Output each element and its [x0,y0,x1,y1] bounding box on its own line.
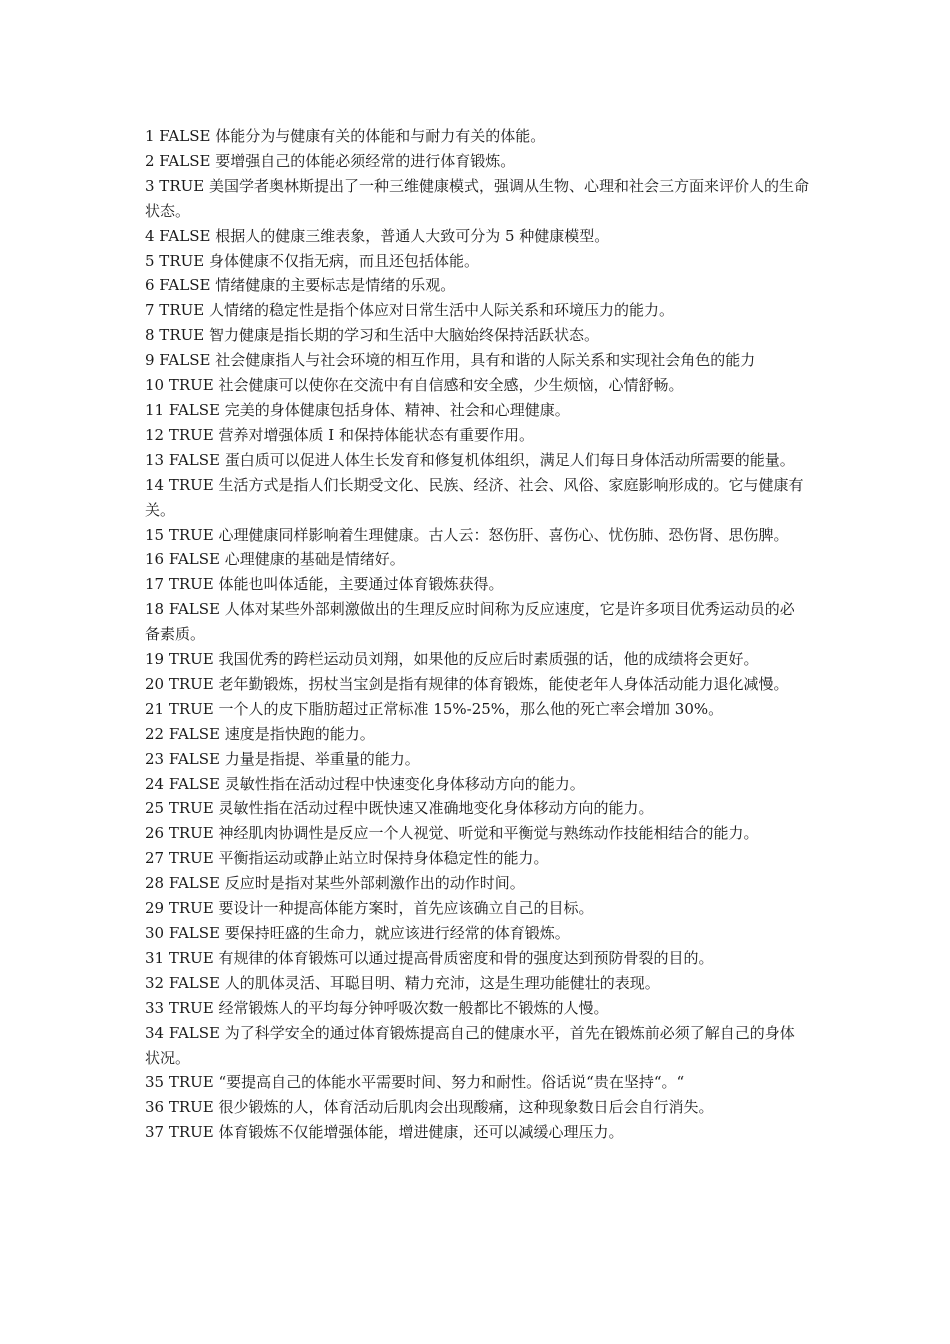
statement-line: 14 TRUE 生活方式是指人们长期受文化、民族、经济、社会、风俗、家庭影响形成的。它与健康有关。 [145,475,804,519]
statement-line: 1 FALSE 体能分为与健康有关的体能和与耐力有关的体能。 [145,127,546,145]
statement-line: 9 FALSE 社会健康指人与社会环境的相互作用，具有和谐的人际关系和实现社会角色的能力 [145,351,756,370]
statement-line: 25 TRUE 灵敏性指在活动过程中既快速又准确地变化身体移动方向的能力。 [145,799,654,818]
statement-line: 4 FALSE 根据人的健康三维表象，普通人大致可分为 5 种健康模型。 [145,226,610,245]
statement-line: 8 TRUE 智力健康是指长期的学习和生活中大脑始终保持活跃状态。 [145,326,599,345]
statement-line: 30 FALSE 要保持旺盛的生命力，就应该进行经常的体育锻炼。 [145,924,570,942]
statement-line: 29 TRUE 要设计一种提高体能方案时，首先应该确立自己的目标。 [145,899,594,918]
statement-line: 33 TRUE 经常锻炼人的平均每分钟呼吸次数一般都比不锻炼的人慢。 [145,998,609,1017]
statement-line: 12 TRUE 营养对增强体质 I 和保持体能状态有重要作用。 [145,425,534,444]
statement-line: 32 FALSE 人的肌体灵活、耳聪目明、精力充沛，这是生理功能健壮的表现。 [145,973,660,992]
statement-line: 22 FALSE 速度是指快跑的能力。 [145,724,375,743]
statement-line: 21 TRUE 一个人的皮下脂肪超过正常标准 15%-25%，那么他的死亡率会增加 30%。 [145,699,724,718]
statement-line: 15 TRUE 心理健康同样影响着生理健康。古人云：怒伤肝、喜伤心、忧伤肺、恐伤肾、思伤脾。 [145,525,789,544]
statement-line: 36 TRUE 很少锻炼的人，体育活动后肌肉会出现酸痛，这种现象数日后会自行消失。 [145,1098,714,1117]
statement-line: 16 FALSE 心理健康的基础是情绪好。 [145,550,405,569]
statement-line: 10 TRUE 社会健康可以使你在交流中有自信感和安全感，少生烦恼，心情舒畅。 [145,376,684,395]
statement-line: 20 TRUE 老年勤锻炼，拐杖当宝剑是指有规律的体育锻炼，能使老年人身体活动能力退化减慢。 [145,674,789,693]
statement-line: 37 TRUE 体育锻炼不仅能增强体能，增进健康，还可以减缓心理压力。 [145,1123,624,1142]
statement-line: 5 TRUE 身体健康不仅指无病，而且还包括体能。 [145,251,479,270]
statement-line: 18 FALSE 人体对某些外部刺激做出的生理反应时间称为反应速度，它是许多项目优秀运动员的必备素质。 [145,600,795,644]
statement-line: 2 FALSE 要增强自己的体能必须经常的进行体育锻炼。 [145,151,516,170]
statement-line: 27 TRUE 平衡指运动或静止站立时保持身体稳定性的能力。 [145,849,549,868]
statement-line: 13 FALSE 蛋白质可以促进人体生长发育和修复机体组织，满足人们每日身体活动所需要的能量。 [145,450,795,469]
statement-line: 11 FALSE 完美的身体健康包括身体、精神、社会和心理健康。 [145,400,570,419]
statement-line: 17 TRUE 体能也叫体适能，主要通过体育锻炼获得。 [145,575,504,594]
question-list [145,124,809,1145]
statement-line: 6 FALSE 情绪健康的主要标志是情绪的乐观。 [145,276,456,295]
statement-line: 19 TRUE 我国优秀的跨栏运动员刘翔，如果他的反应后时素质强的话，他的成绩将会更好。 [145,650,759,669]
statement-line: 7 TRUE 人情绪的稳定性是指个体应对日常生活中人际关系和环境压力的能力。 [145,301,674,320]
statement-line: 26 TRUE 神经肌肉协调性是反应一个人视觉、听觉和平衡觉与熟练动作技能相结合的能力。 [145,824,759,843]
statement-line: 31 TRUE 有规律的体育锻炼可以通过提高骨质密度和骨的强度达到预防骨裂的目的。 [145,948,714,967]
statement-line: 28 FALSE 反应时是指对某些外部刺激作出的动作时间。 [145,874,525,893]
statement-line: 34 FALSE 为了科学安全的通过体育锻炼提高自己的健康水平，首先在锻炼前必须了解自己的身体状况。 [145,1023,795,1067]
statement-line: 3 TRUE 美国学者奥林斯提出了一种三维健康模式，强调从生物、心理和社会三方面来评价人的生命状态。 [145,176,809,220]
statement-line: 24 FALSE 灵敏性指在活动过程中快速变化身体移动方向的能力。 [145,774,585,793]
statement-line: 23 FALSE 力量是指提、举重量的能力。 [145,749,420,768]
statement-line: 35 TRUE “要提高自己的体能水平需要时间、努力和耐性。俗话说“贵在坚持“。“ [145,1073,685,1092]
